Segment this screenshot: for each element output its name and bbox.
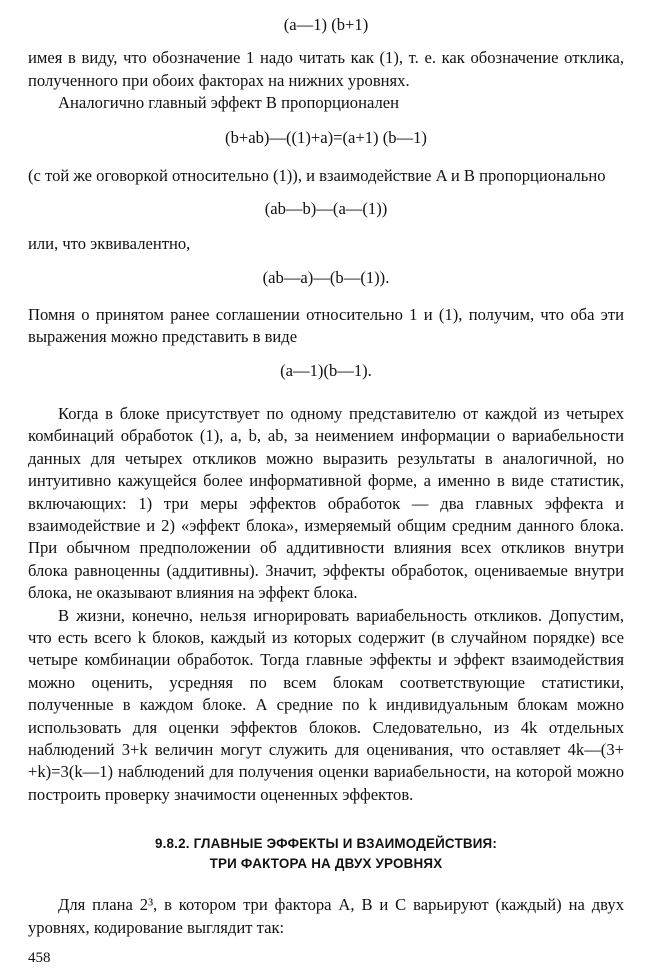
- paragraph-main-effect-b: Аналогично главный эффект B пропорционален: [58, 93, 399, 113]
- formula-interaction-1: (ab—b)—(a—(1)): [264, 199, 388, 219]
- section-heading-line-1: 9.8.2. ГЛАВНЫЕ ЭФФЕКТЫ И ВЗАИМОДЕЙСТВИЯ:: [154, 836, 498, 852]
- paragraph-notation-note: имея в виду, что обозначение 1 надо читать как (1), т. е. как обозначение отклика, полученного при обоих факторах на нижних уровнях.: [28, 48, 624, 90]
- formula-a-minus-1-times-b-plus-1: (a—1) (b+1): [283, 15, 369, 34]
- formula-interaction-2: (ab—a)—(b—(1)).: [262, 268, 390, 288]
- section-heading-line-2: ТРИ ФАКТОРА НА ДВУХ УРОВНЯХ: [209, 856, 443, 872]
- paragraph-block-statistics: Когда в блоке присутствует по одному представителю от каждой из четырех комбинаций обработок (1), a, b, ab, за неимением информации о вариабельности данных для четырех откликов можно выразить результаты в аналогичной, но интуитивно кажущейся более информативной форме, а именно в виде статистик, включающих: 1) три меры эффектов обработок — два главных эффекта и взаимодействие и 2) «эффект блока», измеряемый общим средним данного блока. При обычном предположении об аддитивности влияния всех откликов внутри блока равноценны (аддитивны). Значит, эффекты обработок, оцениваемые внутри блока, не оказывают влияния на эффект блока.: [28, 403, 624, 603]
- formula-product: (a—1)(b—1).: [280, 361, 372, 381]
- paragraph-interaction-ab: (с той же оговоркой относительно (1)), и взаимодействие A и B пропорционально: [28, 166, 606, 186]
- paragraph-equivalently: или, что эквивалентно,: [28, 233, 191, 253]
- paragraph-variability: В жизни, конечно, нельзя игнорировать вариабельность откликов. Допустим, что есть всего k блоков, каждый из которых содержит (в случайном порядке) все четыре комбинации обработок. Тогда главные эффекты и эффект взаимодействия можно оценить, усредняя по всем блокам соответствующие статистики, полученные в каждом блоке. А средние по k индивидуальным блокам можно использовать для оценки эффектов блоков. Следовательно, из 4k отдельных наблюдений 3+k величин могут служить для оценивания, что оставляет 4k—(3+ +k)=3(k—1) наблюдений для получения оценки вариабельности, на которой можно построить проверку значимости оцененных эффектов.: [28, 605, 624, 804]
- paragraph-convention: Помня о принятом ранее соглашении относительно 1 и (1), получим, что оба эти выражения можно представить в виде: [28, 304, 624, 347]
- book-page: [28, 12, 624, 967]
- page-number: 458: [28, 950, 51, 966]
- paragraph-2-cubed-design: Для плана 2³, в котором три фактора A, B и C варьируют (каждый) на двух уровнях, кодирование выглядит так:: [28, 895, 624, 937]
- section-heading: [28, 834, 624, 874]
- formula-main-effect-b: (b+ab)—((1)+a)=(a+1) (b—1): [225, 127, 427, 147]
